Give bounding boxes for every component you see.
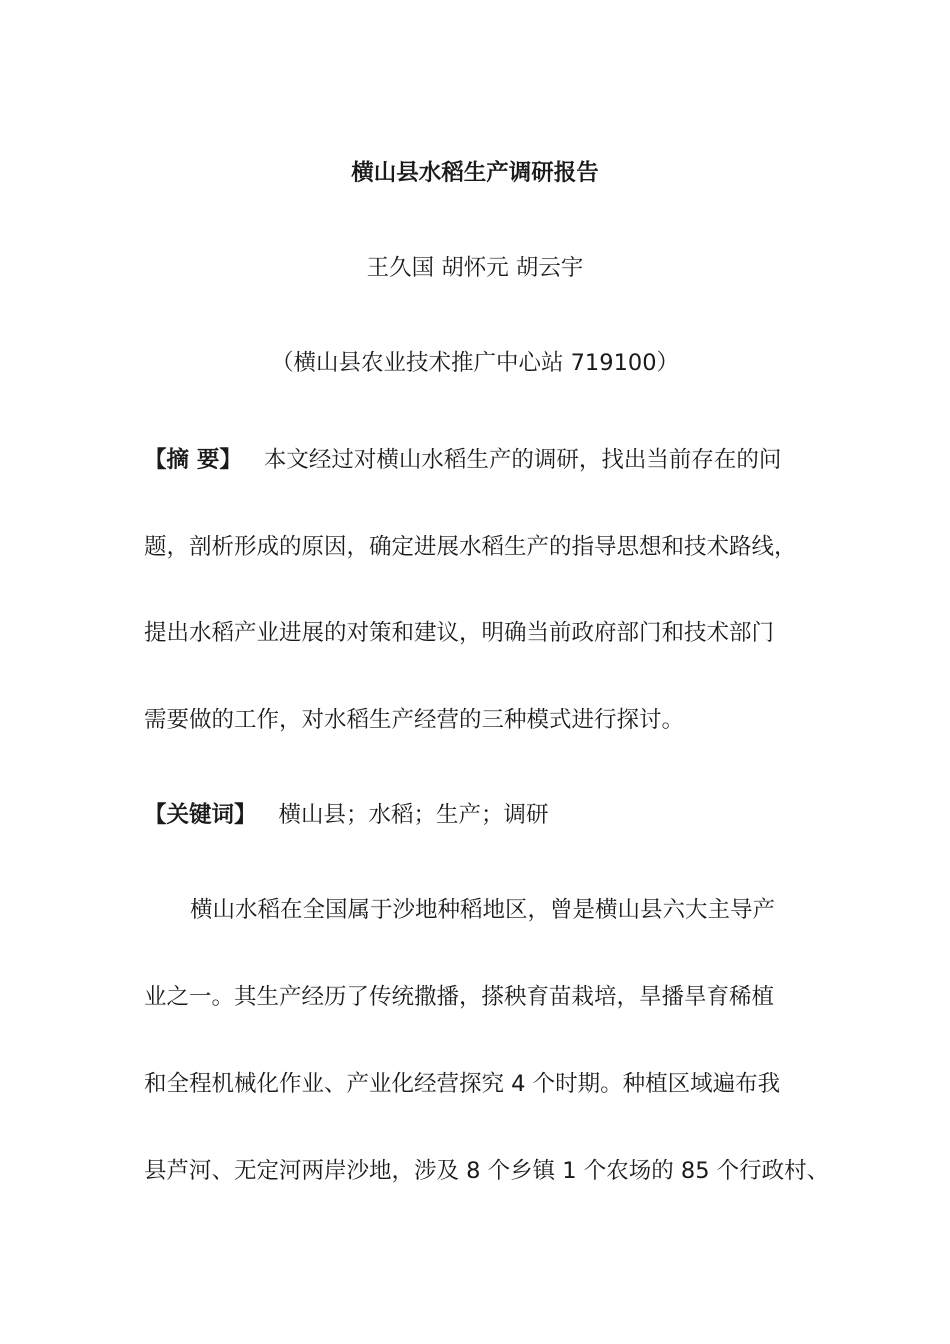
keywords-label: 【关键词】 xyxy=(144,802,257,828)
abstract-line: 题，剖析形成的原因，确定进展水稻生产的指导思想和技术路线， xyxy=(144,534,797,560)
abstract-first-line xyxy=(144,444,781,476)
affiliation: （横山县农业技术推广中心站 719100） xyxy=(270,350,680,376)
keywords-text: 横山县；水稻；生产；调研 xyxy=(278,802,549,828)
body-line: 县芦河、无定河两岸沙地，涉及 8 个乡镇 1 个农场的 85 个行政村、 xyxy=(144,1158,830,1184)
body-line: 横山水稻在全国属于沙地种稻地区，曾是横山县六大主导产 xyxy=(190,897,776,923)
authors: 王久国 胡怀元 胡云宇 xyxy=(366,255,584,281)
abstract-line: 本文经过对横山水稻生产的调研，找出当前存在的问 xyxy=(263,447,782,473)
abstract-label: 【摘 要】 xyxy=(144,447,242,473)
abstract-line: 提出水稻产业进展的对策和建议，明确当前政府部门和技术部门 xyxy=(144,620,775,646)
keywords-line xyxy=(144,799,549,831)
document-title: 横山县水稻生产调研报告 xyxy=(351,160,599,186)
abstract-line: 需要做的工作，对水稻生产经营的三种模式进行探讨。 xyxy=(144,707,685,733)
body-line: 业之一。其生产经历了传统撒播，搽秧育苗栽培，旱播旱育稀植 xyxy=(144,984,775,1010)
body-line: 和全程机械化作业、产业化经营探究 4 个时期。种植区域遍布我 xyxy=(144,1071,781,1097)
